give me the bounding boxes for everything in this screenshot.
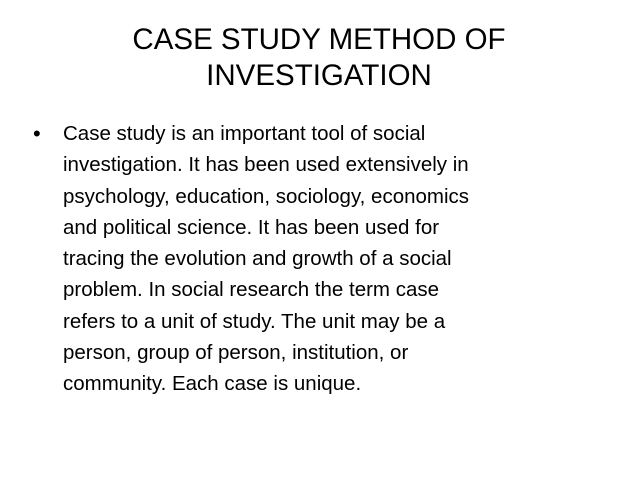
bullet-line: investigation. It has been used extensively in bbox=[63, 153, 469, 177]
bullet-item bbox=[33, 118, 593, 400]
bullet-line: problem. In social research the term case bbox=[63, 278, 439, 302]
slide-title bbox=[40, 22, 598, 94]
slide-body bbox=[33, 118, 593, 400]
bullet-line: person, group of person, institution, or bbox=[63, 341, 409, 365]
bullet-text bbox=[63, 118, 593, 400]
slide-title-line: INVESTIGATION bbox=[206, 59, 432, 92]
bullet-line: psychology, education, sociology, economics bbox=[63, 184, 470, 208]
slide-title-line: CASE STUDY METHOD OF bbox=[132, 23, 506, 56]
bullet-line: and political science. It has been used for bbox=[63, 215, 440, 239]
bullet-marker: • bbox=[33, 121, 41, 146]
bullet-line: Case study is an important tool of social bbox=[63, 122, 426, 145]
bullet-line: tracing the evolution and growth of a social bbox=[63, 247, 452, 271]
bullet-line: community. Each case is unique. bbox=[63, 372, 362, 396]
bullet-line: refers to a unit of study. The unit may be a bbox=[63, 309, 446, 333]
